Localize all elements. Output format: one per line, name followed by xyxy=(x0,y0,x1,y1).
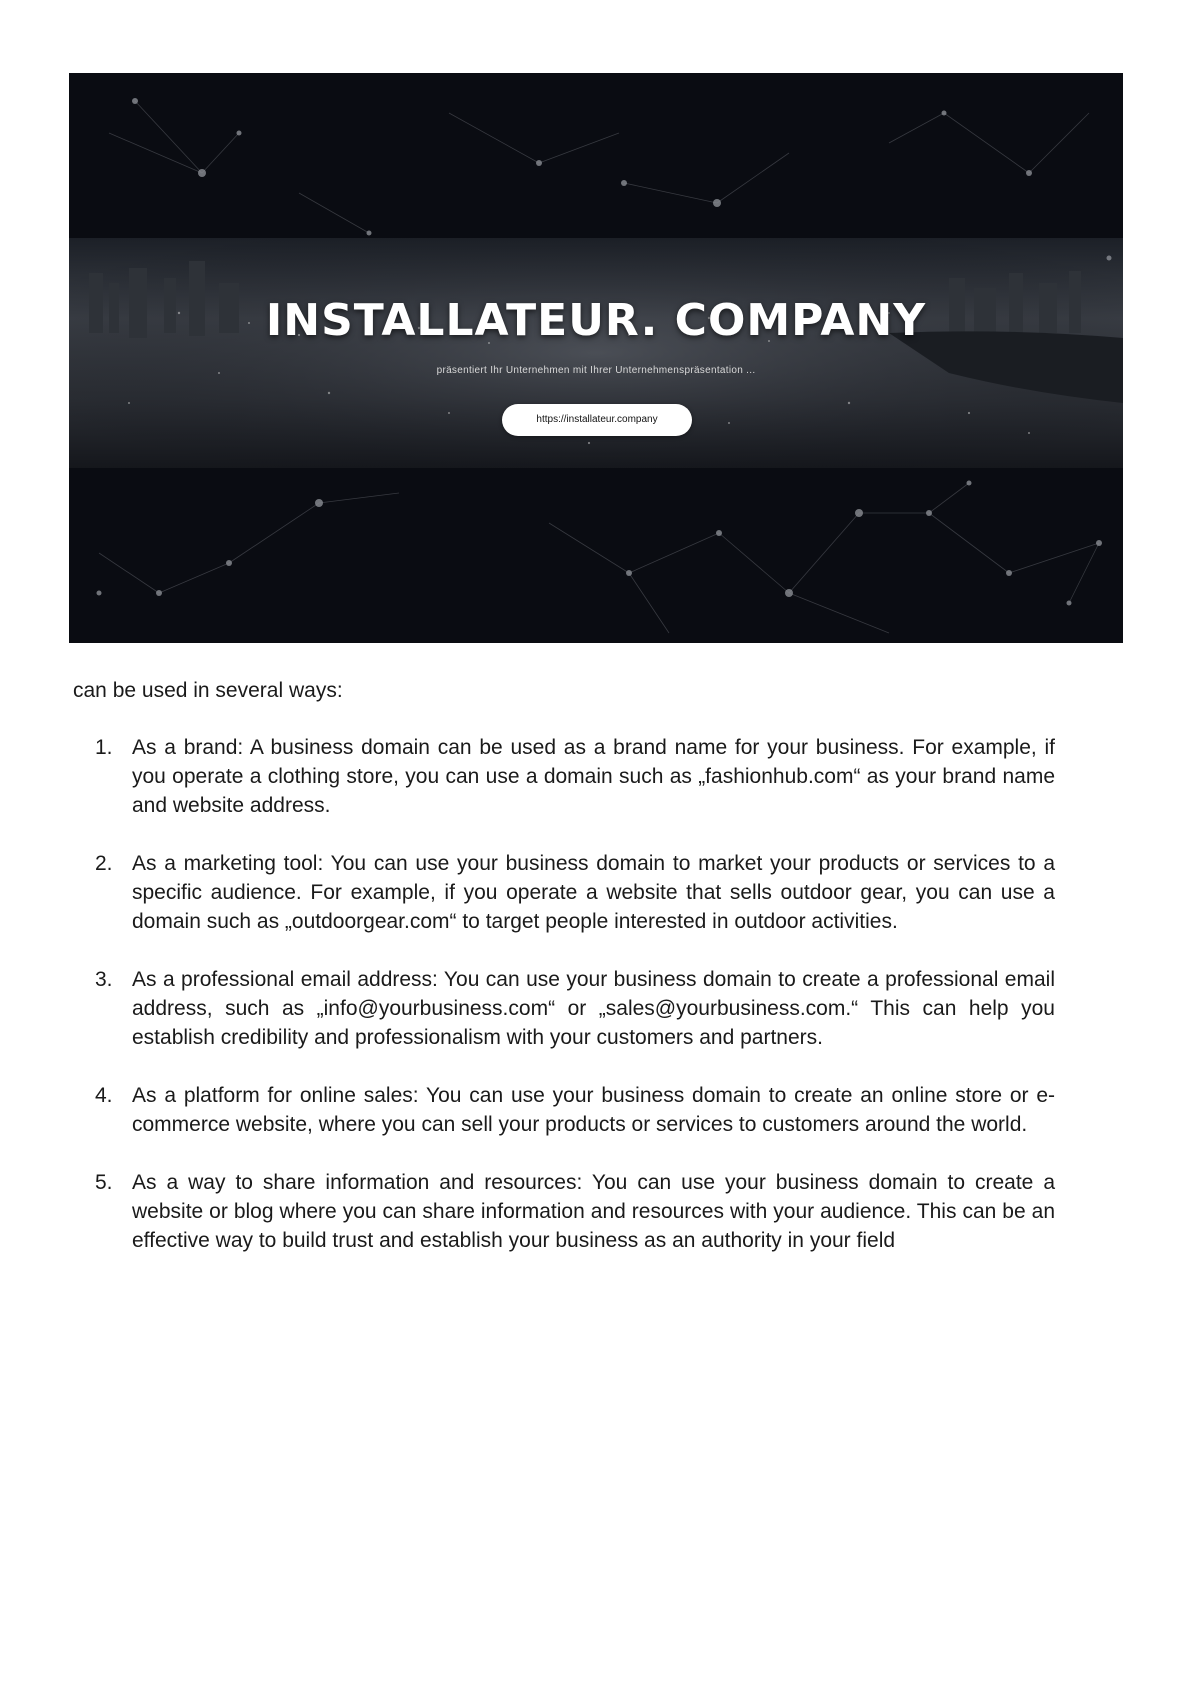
list-item-number: 5. xyxy=(95,1171,113,1194)
list-item xyxy=(90,1081,1055,1139)
ways-list xyxy=(90,733,1055,1284)
list-item-number: 1. xyxy=(95,736,113,759)
list-item-number: 2. xyxy=(95,852,113,875)
intro-text: can be used in several ways: xyxy=(73,679,343,702)
list-item-number: 3. xyxy=(95,968,113,991)
city-network-background xyxy=(69,73,1123,643)
list-item xyxy=(90,1168,1055,1255)
hero-banner xyxy=(69,73,1123,643)
list-item-text: As a brand: A business domain can be used as a brand name for your business. For example, if you operate a clothing store, you can use a domain such as „fashionhub.​com“ as your brand name and website address. xyxy=(132,736,1055,817)
list-item-text: As a platform for online sales: You can use your business domain to create an online store or e-commerce website, where you can sell your products or services to customers around the world. xyxy=(132,1084,1055,1136)
list-item-number: 4. xyxy=(95,1084,113,1107)
list-item xyxy=(90,965,1055,1052)
hero-title: INSTALLATEUR. COMPANY xyxy=(265,295,927,346)
list-item-text: As a marketing tool: You can use your business domain to market your products or services to a specific audience. For example, if you operate a website that sells outdoor gear, you can use a domain such as „outdoorgear.com“ to target people interested in outdoor activities. xyxy=(132,852,1055,933)
list-item-text: As a professional email address: You can use your business domain to create a professional email address, such as „info@yourbusiness.com“ or „sales@yourbusiness.​com.“ This can help you establish credibility and professionalism with your customers and partners. xyxy=(132,968,1055,1049)
list-item-text: As a way to share information and resources: You can use your business domain to create a website or blog where you can share information and resources with your audience. This can be an effective way to build trust and establish your business as an authority in your field xyxy=(132,1171,1055,1252)
list-item xyxy=(90,849,1055,936)
website-url-button[interactable]: https://installateur.company xyxy=(502,404,692,436)
hero-subtitle: präsentiert Ihr Unternehmen mit Ihrer Unternehmenspräsentation ... xyxy=(436,365,756,376)
list-item xyxy=(90,733,1055,820)
